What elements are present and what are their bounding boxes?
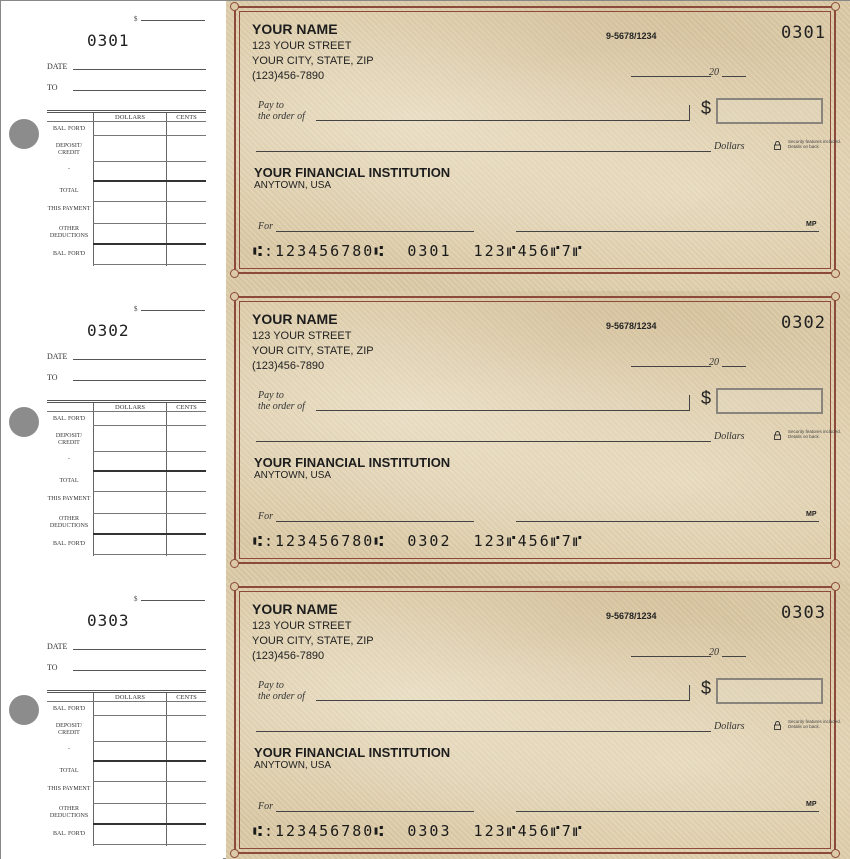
order-of-text: the order of <box>258 111 305 122</box>
pay-to-label <box>258 390 305 412</box>
account-holder-name: YOUR NAME <box>252 21 338 37</box>
signature-line[interactable] <box>516 811 819 812</box>
phone-number: (123)456-7890 <box>252 360 325 372</box>
bank-location: ANYTOWN, USA <box>254 760 332 771</box>
stub-to-line[interactable] <box>73 670 206 671</box>
date-year-line[interactable] <box>722 656 746 657</box>
stub-amount-line[interactable] <box>141 20 205 21</box>
dollars-column-header: DOLLARS <box>115 404 145 411</box>
dollar-sign: $ <box>701 678 712 698</box>
mp-security-mark: MP <box>806 221 817 228</box>
mp-security-mark: MP <box>806 801 817 808</box>
bal-ford-label: BAL. FOR'D <box>52 706 86 712</box>
amount-box[interactable] <box>716 98 823 124</box>
date-prefix: 20 <box>709 357 719 368</box>
dash-label: - <box>68 166 70 172</box>
check-number: 0302 <box>781 313 826 333</box>
routing-fraction: 9-5678/1234 <box>606 611 657 621</box>
bal-ford-label: BAL. FOR'D <box>52 126 86 132</box>
binder-hole <box>9 695 39 725</box>
stub-check-number: 0301 <box>87 31 130 50</box>
stub-to-label: TO <box>47 373 58 382</box>
this-payment-label: THIS PAYMENT <box>47 206 91 212</box>
routing-fraction: 9-5678/1234 <box>606 31 657 41</box>
bal-ford-end-label: BAL. FOR'D <box>52 541 86 547</box>
written-amount-line[interactable] <box>256 731 711 732</box>
stub-date-label: DATE <box>47 352 68 361</box>
account-holder-name: YOUR NAME <box>252 601 338 617</box>
check-number: 0303 <box>781 603 826 623</box>
date-year-line[interactable] <box>722 366 746 367</box>
stub-amount-line[interactable] <box>141 310 205 311</box>
security-note: Security features included. Details on back. <box>788 139 842 149</box>
stub-dollar-sign: $ <box>134 15 138 23</box>
stub-ledger <box>47 690 206 846</box>
micr-line: ⑆:123456780⑆ 0302 123⑈456⑈7⑈ <box>253 532 584 550</box>
date-line[interactable] <box>631 656 711 657</box>
deposit-credit-label: DEPOSIT/ CREDIT <box>55 433 83 446</box>
dollars-label: Dollars <box>714 431 745 442</box>
this-payment-label: THIS PAYMENT <box>47 786 91 792</box>
stub-date-line[interactable] <box>73 359 206 360</box>
stub-date-label: DATE <box>47 642 68 651</box>
date-line[interactable] <box>631 366 711 367</box>
bal-ford-label: BAL. FOR'D <box>52 416 86 422</box>
security-note: Security features included. Details on back. <box>788 719 842 729</box>
dollar-sign: $ <box>701 98 712 118</box>
total-label: TOTAL <box>59 478 79 484</box>
lock-icon <box>774 721 781 730</box>
other-deductions-label: OTHER DEDUCTIONS <box>49 516 89 529</box>
signature-line[interactable] <box>516 521 819 522</box>
city-state-zip: YOUR CITY, STATE, ZIP <box>252 345 374 357</box>
micr-line: ⑆:123456780⑆ 0301 123⑈456⑈7⑈ <box>253 242 584 260</box>
bal-ford-end-label: BAL. FOR'D <box>52 251 86 257</box>
pay-to-label <box>258 100 305 122</box>
check-1 <box>226 1 850 291</box>
cents-column-header: CENTS <box>176 404 197 411</box>
phone-number: (123)456-7890 <box>252 70 325 82</box>
total-label: TOTAL <box>59 768 79 774</box>
stub-ledger <box>47 400 206 556</box>
memo-label: For <box>258 511 273 522</box>
pay-to-text: Pay to <box>258 390 284 401</box>
other-deductions-label: OTHER DEDUCTIONS <box>49 226 89 239</box>
date-prefix: 20 <box>709 67 719 78</box>
payee-line[interactable] <box>316 120 689 121</box>
city-state-zip: YOUR CITY, STATE, ZIP <box>252 55 374 67</box>
check-stub-3 <box>1 581 223 859</box>
binder-hole <box>9 119 39 149</box>
order-of-text: the order of <box>258 691 305 702</box>
street-address: 123 YOUR STREET <box>252 330 352 342</box>
deposit-credit-label: DEPOSIT/ CREDIT <box>55 143 83 156</box>
pay-to-text: Pay to <box>258 100 284 111</box>
stub-dollar-sign: $ <box>134 305 138 313</box>
this-payment-label: THIS PAYMENT <box>47 496 91 502</box>
stub-check-number: 0302 <box>87 321 130 340</box>
written-amount-line[interactable] <box>256 441 711 442</box>
pay-to-label <box>258 680 305 702</box>
bank-location: ANYTOWN, USA <box>254 470 332 481</box>
cents-column-header: CENTS <box>176 114 197 121</box>
memo-line[interactable] <box>276 231 474 232</box>
memo-label: For <box>258 801 273 812</box>
phone-number: (123)456-7890 <box>252 650 325 662</box>
street-address: 123 YOUR STREET <box>252 40 352 52</box>
bank-name: YOUR FINANCIAL INSTITUTION <box>254 455 451 470</box>
stub-to-line[interactable] <box>73 380 206 381</box>
routing-fraction: 9-5678/1234 <box>606 321 657 331</box>
check-number: 0301 <box>781 23 826 43</box>
memo-line[interactable] <box>276 811 474 812</box>
cents-column-header: CENTS <box>176 694 197 701</box>
stub-date-line[interactable] <box>73 649 206 650</box>
check-stub-2 <box>1 291 223 581</box>
amount-box[interactable] <box>716 388 823 414</box>
bank-name: YOUR FINANCIAL INSTITUTION <box>254 165 451 180</box>
dollar-sign: $ <box>701 388 712 408</box>
stub-ledger <box>47 110 206 266</box>
micr-line: ⑆:123456780⑆ 0303 123⑈456⑈7⑈ <box>253 822 584 840</box>
amount-box[interactable] <box>716 678 823 704</box>
dollars-label: Dollars <box>714 721 745 732</box>
stub-check-number: 0303 <box>87 611 130 630</box>
payee-line[interactable] <box>316 410 689 411</box>
stub-dollar-sign: $ <box>134 595 138 603</box>
other-deductions-label: OTHER DEDUCTIONS <box>49 806 89 819</box>
dash-label: - <box>68 746 70 752</box>
check-stub-1 <box>1 1 223 291</box>
check-3 <box>226 581 850 859</box>
memo-label: For <box>258 221 273 232</box>
account-holder-name: YOUR NAME <box>252 311 338 327</box>
stub-date-label: DATE <box>47 62 68 71</box>
memo-line[interactable] <box>276 521 474 522</box>
mp-security-mark: MP <box>806 511 817 518</box>
date-line[interactable] <box>631 76 711 77</box>
lock-icon <box>774 141 781 150</box>
security-note: Security features included. Details on back. <box>788 429 842 439</box>
city-state-zip: YOUR CITY, STATE, ZIP <box>252 635 374 647</box>
stub-date-line[interactable] <box>73 69 206 70</box>
signature-line[interactable] <box>516 231 819 232</box>
stub-amount-line[interactable] <box>141 600 205 601</box>
lock-icon <box>774 431 781 440</box>
stub-to-label: TO <box>47 83 58 92</box>
written-amount-line[interactable] <box>256 151 711 152</box>
street-address: 123 YOUR STREET <box>252 620 352 632</box>
dollars-column-header: DOLLARS <box>115 694 145 701</box>
date-prefix: 20 <box>709 647 719 658</box>
bank-name: YOUR FINANCIAL INSTITUTION <box>254 745 451 760</box>
total-label: TOTAL <box>59 188 79 194</box>
dash-label: - <box>68 456 70 462</box>
payee-line[interactable] <box>316 700 689 701</box>
order-of-text: the order of <box>258 401 305 412</box>
bal-ford-end-label: BAL. FOR'D <box>52 831 86 837</box>
check-2 <box>226 291 850 581</box>
stub-to-line[interactable] <box>73 90 206 91</box>
binder-hole <box>9 407 39 437</box>
dollars-column-header: DOLLARS <box>115 114 145 121</box>
pay-to-text: Pay to <box>258 680 284 691</box>
bank-location: ANYTOWN, USA <box>254 180 332 191</box>
deposit-credit-label: DEPOSIT/ CREDIT <box>55 723 83 736</box>
date-year-line[interactable] <box>722 76 746 77</box>
dollars-label: Dollars <box>714 141 745 152</box>
stub-to-label: TO <box>47 663 58 672</box>
